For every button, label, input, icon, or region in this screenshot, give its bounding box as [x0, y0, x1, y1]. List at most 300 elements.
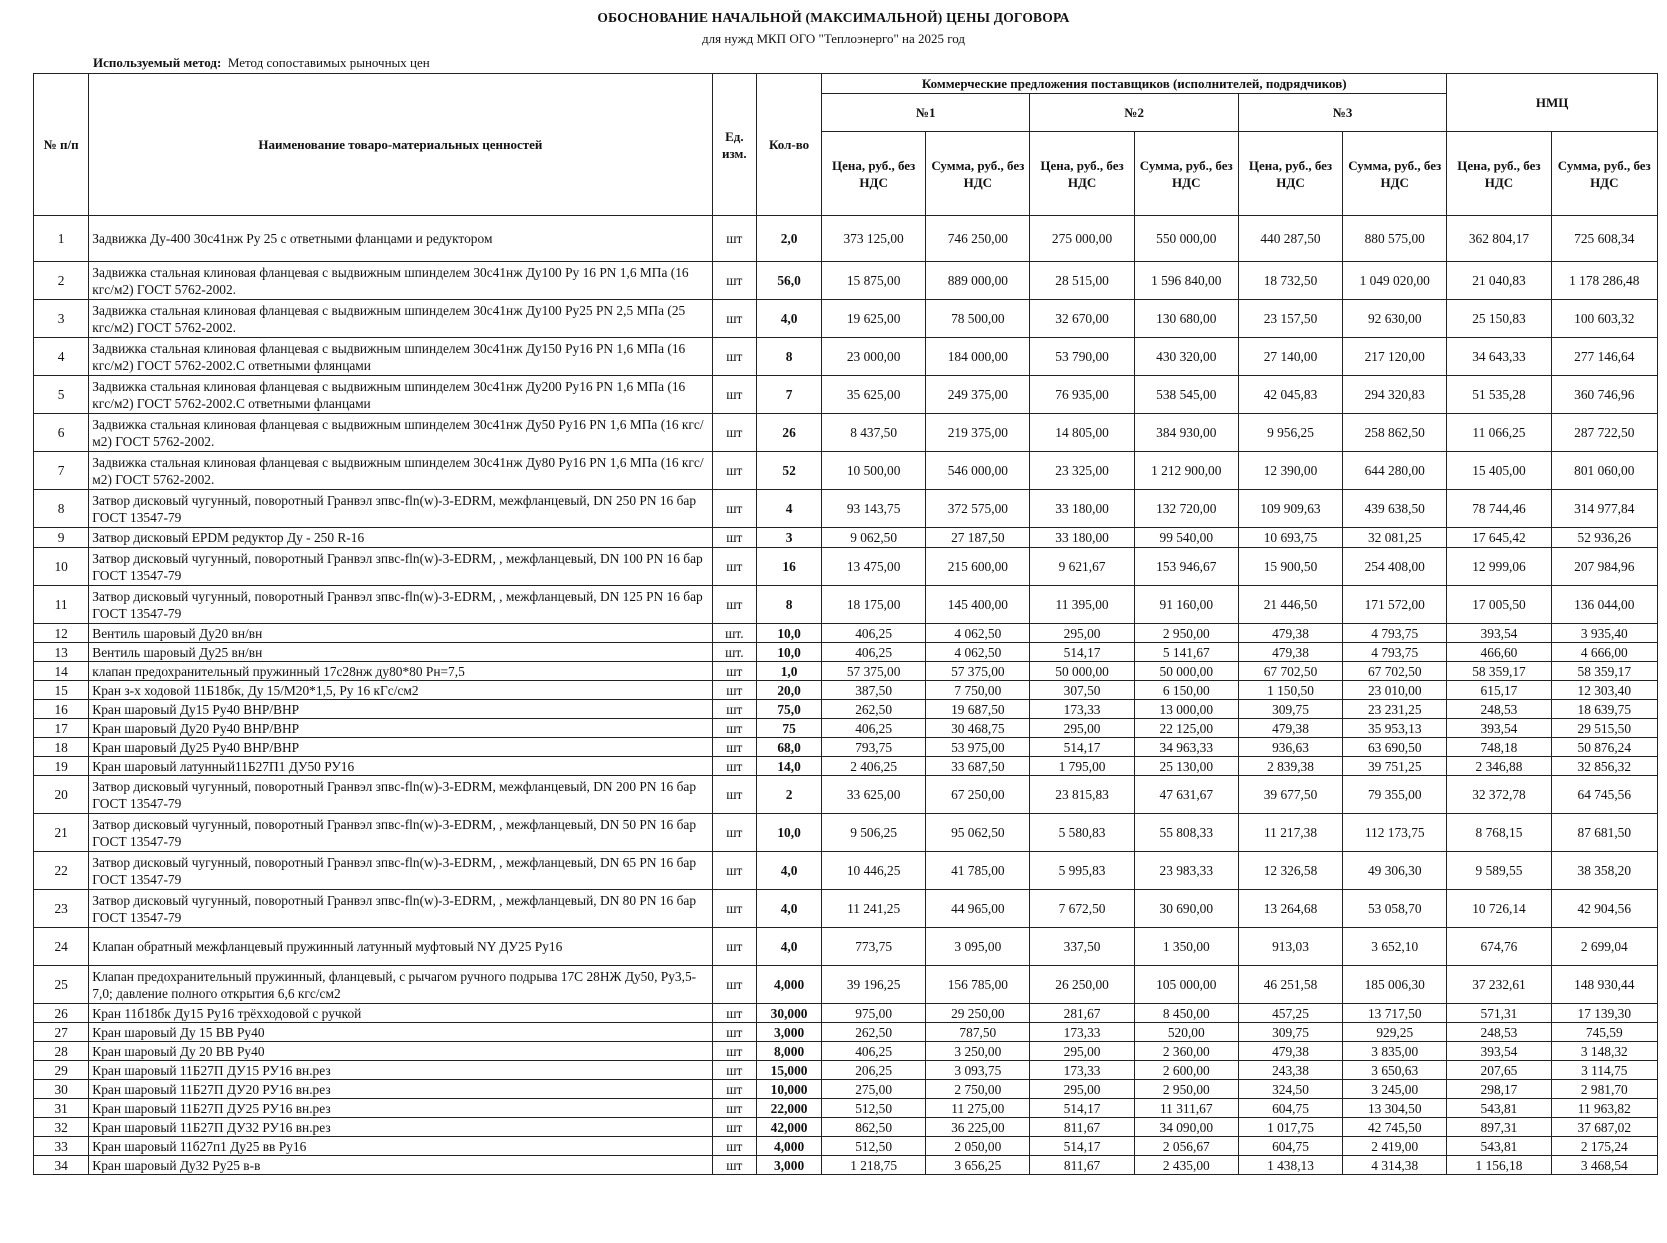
item-name: Кран шаровый Ду25 Ру40 ВНР/ВНР [89, 738, 712, 757]
nmc-sum: 207 984,96 [1551, 548, 1657, 586]
supplier-2-price: 337,50 [1030, 928, 1134, 966]
supplier-1-sum: 36 225,00 [926, 1118, 1030, 1137]
row-number: 23 [34, 890, 89, 928]
table-row [34, 262, 1658, 300]
nmc-price: 393,54 [1447, 1042, 1551, 1061]
table-row [34, 1118, 1658, 1137]
supplier-2-price: 53 790,00 [1030, 338, 1134, 376]
supplier-2-sum: 2 600,00 [1134, 1061, 1238, 1080]
supplier-2-price: 173,33 [1030, 700, 1134, 719]
supplier-2-price: 173,33 [1030, 1023, 1134, 1042]
supplier-3-sum: 32 081,25 [1343, 528, 1447, 548]
supplier-3-sum: 929,25 [1343, 1023, 1447, 1042]
supplier-2-price: 76 935,00 [1030, 376, 1134, 414]
item-quantity: 4,0 [757, 300, 822, 338]
table-row [34, 757, 1658, 776]
item-quantity: 3 [757, 528, 822, 548]
supplier-2-price: 281,67 [1030, 1004, 1134, 1023]
supplier-1-price: 406,25 [822, 624, 926, 643]
supplier-1-sum: 53 975,00 [926, 738, 1030, 757]
supplier-1-price: 862,50 [822, 1118, 926, 1137]
item-name: клапан предохранительный пружинный 17с28нж ду80*80 Рн=7,5 [89, 662, 712, 681]
supplier-2-sum: 1 350,00 [1134, 928, 1238, 966]
row-number: 18 [34, 738, 89, 757]
table-row [34, 586, 1658, 624]
supplier-1-price: 93 143,75 [822, 490, 926, 528]
item-name: Кран шаровый 11Б27П ДУ15 РУ16 вн.рез [89, 1061, 712, 1080]
table-row [34, 643, 1658, 662]
nmc-price: 207,65 [1447, 1061, 1551, 1080]
row-number: 12 [34, 624, 89, 643]
item-unit: шт [712, 700, 757, 719]
table-row [34, 776, 1658, 814]
supplier-2-sum: 2 950,00 [1134, 624, 1238, 643]
nmc-price: 21 040,83 [1447, 262, 1551, 300]
supplier-1-sum: 145 400,00 [926, 586, 1030, 624]
supplier-3-price: 2 839,38 [1238, 757, 1342, 776]
price-table [33, 73, 1658, 1175]
table-row [34, 719, 1658, 738]
table-row [34, 1099, 1658, 1118]
table-row [34, 1023, 1658, 1042]
supplier-2-sum: 538 545,00 [1134, 376, 1238, 414]
supplier-2-sum: 2 360,00 [1134, 1042, 1238, 1061]
item-unit: шт [712, 1099, 757, 1118]
item-unit: шт [712, 452, 757, 490]
row-number: 19 [34, 757, 89, 776]
supplier-2-price: 275 000,00 [1030, 216, 1134, 262]
item-quantity: 4,0 [757, 928, 822, 966]
supplier-3-sum: 49 306,30 [1343, 852, 1447, 890]
supplier-2-sum: 34 963,33 [1134, 738, 1238, 757]
table-row [34, 490, 1658, 528]
supplier-1-price: 975,00 [822, 1004, 926, 1023]
supplier-1-price: 23 000,00 [822, 338, 926, 376]
supplier-1-price: 10 446,25 [822, 852, 926, 890]
supplier-1-price: 1 218,75 [822, 1156, 926, 1175]
nmc-sum: 3 935,40 [1551, 624, 1657, 643]
supplier-2-sum: 550 000,00 [1134, 216, 1238, 262]
supplier-3-price: 479,38 [1238, 719, 1342, 738]
item-unit: шт [712, 1042, 757, 1061]
supplier-3-price: 457,25 [1238, 1004, 1342, 1023]
supplier-1-sum: 2 750,00 [926, 1080, 1030, 1099]
item-unit: шт [712, 966, 757, 1004]
supplier-3-sum: 13 304,50 [1343, 1099, 1447, 1118]
table-row [34, 300, 1658, 338]
nmc-sum: 87 681,50 [1551, 814, 1657, 852]
supplier-2-price: 295,00 [1030, 1080, 1134, 1099]
item-unit: шт [712, 490, 757, 528]
header-num: № п/п [34, 74, 89, 216]
item-name: Затвор дисковый чугунный, поворотный Гранвэл зпвс-fln(w)-3-EDRM, межфланцевый, DN 250 PN 16 бар ГОСТ 13547-79 [89, 490, 712, 528]
supplier-3-sum: 3 835,00 [1343, 1042, 1447, 1061]
nmc-price: 615,17 [1447, 681, 1551, 700]
supplier-2-price: 28 515,00 [1030, 262, 1134, 300]
nmc-price: 248,53 [1447, 1023, 1551, 1042]
table-row [34, 814, 1658, 852]
nmc-price: 897,31 [1447, 1118, 1551, 1137]
supplier-1-price: 262,50 [822, 1023, 926, 1042]
supplier-1-price: 13 475,00 [822, 548, 926, 586]
supplier-3-sum: 294 320,83 [1343, 376, 1447, 414]
supplier-3-price: 479,38 [1238, 624, 1342, 643]
supplier-2-sum: 105 000,00 [1134, 966, 1238, 1004]
supplier-2-price: 26 250,00 [1030, 966, 1134, 1004]
supplier-3-price: 604,75 [1238, 1137, 1342, 1156]
supplier-3-price: 479,38 [1238, 643, 1342, 662]
row-number: 31 [34, 1099, 89, 1118]
supplier-3-price: 913,03 [1238, 928, 1342, 966]
nmc-sum: 2 699,04 [1551, 928, 1657, 966]
supplier-2-sum: 430 320,00 [1134, 338, 1238, 376]
supplier-3-price: 27 140,00 [1238, 338, 1342, 376]
nmc-price: 466,60 [1447, 643, 1551, 662]
row-number: 6 [34, 414, 89, 452]
nmc-price: 37 232,61 [1447, 966, 1551, 1004]
nmc-price: 1 156,18 [1447, 1156, 1551, 1175]
supplier-2-price: 514,17 [1030, 738, 1134, 757]
supplier-1-sum: 2 050,00 [926, 1137, 1030, 1156]
item-quantity: 7 [757, 376, 822, 414]
nmc-sum: 287 722,50 [1551, 414, 1657, 452]
supplier-3-sum: 4 793,75 [1343, 624, 1447, 643]
item-quantity: 4 [757, 490, 822, 528]
item-quantity: 14,0 [757, 757, 822, 776]
header-qty: Кол-во [757, 74, 822, 216]
item-name: Кран шаровый Ду32 Ру25 в-в [89, 1156, 712, 1175]
supplier-3-price: 21 446,50 [1238, 586, 1342, 624]
item-unit: шт [712, 1061, 757, 1080]
supplier-3-price: 12 326,58 [1238, 852, 1342, 890]
item-name: Вентиль шаровый Ду20 вн/вн [89, 624, 712, 643]
supplier-2-sum: 153 946,67 [1134, 548, 1238, 586]
item-quantity: 56,0 [757, 262, 822, 300]
item-name: Задвижка стальная клиновая фланцевая с выдвижным шпинделем 30с41нж Ду200 Ру16 PN 1,6 МПа (16 кгс/м2) ГОСТ 5762-2002.С ответными фланцами [89, 376, 712, 414]
nmc-price: 9 589,55 [1447, 852, 1551, 890]
supplier-1-sum: 29 250,00 [926, 1004, 1030, 1023]
item-unit: шт [712, 1137, 757, 1156]
item-quantity: 4,000 [757, 1137, 822, 1156]
supplier-1-sum: 78 500,00 [926, 300, 1030, 338]
supplier-2-price: 514,17 [1030, 643, 1134, 662]
supplier-3-sum: 4 793,75 [1343, 643, 1447, 662]
nmc-sum: 50 876,24 [1551, 738, 1657, 757]
item-quantity: 10,0 [757, 624, 822, 643]
table-row [34, 338, 1658, 376]
nmc-price: 15 405,00 [1447, 452, 1551, 490]
document-title: ОБОСНОВАНИЕ НАЧАЛЬНОЙ (МАКСИМАЛЬНОЙ) ЦЕНЫ ДОГОВОРА [597, 10, 1070, 25]
table-row [34, 890, 1658, 928]
supplier-2-sum: 2 950,00 [1134, 1080, 1238, 1099]
supplier-2-sum: 130 680,00 [1134, 300, 1238, 338]
item-quantity: 2,0 [757, 216, 822, 262]
nmc-price: 10 726,14 [1447, 890, 1551, 928]
item-quantity: 68,0 [757, 738, 822, 757]
nmc-price: 543,81 [1447, 1137, 1551, 1156]
nmc-sum: 3 114,75 [1551, 1061, 1657, 1080]
nmc-price: 248,53 [1447, 700, 1551, 719]
item-unit: шт [712, 776, 757, 814]
item-quantity: 8 [757, 586, 822, 624]
header-price: Цена, руб., без НДС [1030, 132, 1134, 216]
nmc-sum: 29 515,50 [1551, 719, 1657, 738]
header-supplier-3: №3 [1238, 94, 1446, 132]
item-unit: шт [712, 1080, 757, 1099]
supplier-1-sum: 33 687,50 [926, 757, 1030, 776]
supplier-1-price: 512,50 [822, 1099, 926, 1118]
supplier-2-sum: 11 311,67 [1134, 1099, 1238, 1118]
supplier-3-price: 13 264,68 [1238, 890, 1342, 928]
nmc-price: 32 372,78 [1447, 776, 1551, 814]
item-quantity: 30,000 [757, 1004, 822, 1023]
supplier-1-price: 35 625,00 [822, 376, 926, 414]
supplier-2-sum: 1 212 900,00 [1134, 452, 1238, 490]
supplier-1-sum: 7 750,00 [926, 681, 1030, 700]
item-name: Кран шаровый латунный11Б27П1 ДУ50 РУ16 [89, 757, 712, 776]
item-name: Кран шаровый Ду 15 ВВ Ру40 [89, 1023, 712, 1042]
item-quantity: 4,000 [757, 966, 822, 1004]
item-unit: шт [712, 1004, 757, 1023]
item-unit: шт. [712, 624, 757, 643]
item-quantity: 20,0 [757, 681, 822, 700]
table-body [34, 216, 1658, 1175]
item-unit: шт [712, 1118, 757, 1137]
row-number: 16 [34, 700, 89, 719]
nmc-price: 674,76 [1447, 928, 1551, 966]
row-number: 15 [34, 681, 89, 700]
nmc-sum: 37 687,02 [1551, 1118, 1657, 1137]
nmc-sum: 314 977,84 [1551, 490, 1657, 528]
table-row [34, 548, 1658, 586]
item-quantity: 8 [757, 338, 822, 376]
item-quantity: 2 [757, 776, 822, 814]
nmc-price: 12 999,06 [1447, 548, 1551, 586]
header-nmc: НМЦ [1447, 74, 1658, 132]
nmc-sum: 360 746,96 [1551, 376, 1657, 414]
supplier-2-sum: 2 056,67 [1134, 1137, 1238, 1156]
nmc-price: 51 535,28 [1447, 376, 1551, 414]
supplier-3-price: 10 693,75 [1238, 528, 1342, 548]
item-name: Затвор дисковый чугунный, поворотный Гранвэл зпвс-fln(w)-3-EDRM, , межфланцевый, DN 125 PN 16 бар ГОСТ 13547-79 [89, 586, 712, 624]
supplier-1-sum: 41 785,00 [926, 852, 1030, 890]
supplier-1-price: 406,25 [822, 719, 926, 738]
item-unit: шт [712, 528, 757, 548]
item-name: Затвор дисковый чугунный, поворотный Гранвэл зпвс-fln(w)-3-EDRM, , межфланцевый, DN 65 PN 16 бар ГОСТ 13547-79 [89, 852, 712, 890]
item-unit: шт [712, 662, 757, 681]
method-label: Используемый метод: [93, 55, 222, 70]
item-unit: шт [712, 814, 757, 852]
item-name: Затвор дисковый чугунный, поворотный Гранвэл зпвс-fln(w)-3-EDRM, , межфланцевый, DN 80 PN 16 бар ГОСТ 13547-79 [89, 890, 712, 928]
table-row [34, 414, 1658, 452]
nmc-price: 2 346,88 [1447, 757, 1551, 776]
item-name: Кран шаровый 11б27п1 Ду25 вв Ру16 [89, 1137, 712, 1156]
table-row [34, 852, 1658, 890]
supplier-1-price: 406,25 [822, 1042, 926, 1061]
nmc-price: 543,81 [1447, 1099, 1551, 1118]
table-row [34, 662, 1658, 681]
supplier-3-price: 67 702,50 [1238, 662, 1342, 681]
supplier-1-price: 39 196,25 [822, 966, 926, 1004]
nmc-sum: 745,59 [1551, 1023, 1657, 1042]
nmc-price: 11 066,25 [1447, 414, 1551, 452]
supplier-1-price: 33 625,00 [822, 776, 926, 814]
item-name: Вентиль шаровый Ду25 вн/вн [89, 643, 712, 662]
item-name: Затвор дисковый чугунный, поворотный Гранвэл зпвс-fln(w)-3-EDRM, , межфланцевый, DN 50 PN 16 бар ГОСТ 13547-79 [89, 814, 712, 852]
table-row [34, 1004, 1658, 1023]
supplier-1-price: 406,25 [822, 643, 926, 662]
table-row [34, 928, 1658, 966]
item-name: Кран 11б18бк Ду15 Ру16 трёхходовой с ручкой [89, 1004, 712, 1023]
table-row [34, 700, 1658, 719]
supplier-1-sum: 4 062,50 [926, 643, 1030, 662]
supplier-3-price: 23 157,50 [1238, 300, 1342, 338]
supplier-1-price: 8 437,50 [822, 414, 926, 452]
item-name: Затвор дисковый EPDM редуктор Ду - 250 R-16 [89, 528, 712, 548]
item-quantity: 1,0 [757, 662, 822, 681]
supplier-3-price: 309,75 [1238, 1023, 1342, 1042]
supplier-3-price: 39 677,50 [1238, 776, 1342, 814]
table-row [34, 624, 1658, 643]
supplier-3-price: 604,75 [1238, 1099, 1342, 1118]
supplier-3-price: 1 438,13 [1238, 1156, 1342, 1175]
supplier-2-price: 50 000,00 [1030, 662, 1134, 681]
supplier-2-sum: 22 125,00 [1134, 719, 1238, 738]
supplier-2-price: 307,50 [1030, 681, 1134, 700]
item-name: Клапан обратный межфланцевый пружинный латунный муфтовый NY ДУ25 Ру16 [89, 928, 712, 966]
item-unit: шт. [712, 643, 757, 662]
nmc-price: 8 768,15 [1447, 814, 1551, 852]
table-row [34, 452, 1658, 490]
nmc-price: 393,54 [1447, 719, 1551, 738]
nmc-price: 393,54 [1447, 624, 1551, 643]
supplier-2-price: 32 670,00 [1030, 300, 1134, 338]
row-number: 21 [34, 814, 89, 852]
item-unit: шт [712, 338, 757, 376]
supplier-2-price: 811,67 [1030, 1118, 1134, 1137]
supplier-3-sum: 171 572,00 [1343, 586, 1447, 624]
item-quantity: 15,000 [757, 1061, 822, 1080]
row-number: 27 [34, 1023, 89, 1042]
supplier-3-sum: 258 862,50 [1343, 414, 1447, 452]
supplier-2-price: 33 180,00 [1030, 490, 1134, 528]
nmc-price: 34 643,33 [1447, 338, 1551, 376]
nmc-price: 58 359,17 [1447, 662, 1551, 681]
item-name: Кран шаровый Ду20 Ру40 ВНР/ВНР [89, 719, 712, 738]
header-sum: Сумма, руб., без НДС [926, 132, 1030, 216]
table-row [34, 216, 1658, 262]
item-name: Кран з-х ходовой 11Б18бк, Ду 15/М20*1,5, Ру 16 кГс/см2 [89, 681, 712, 700]
item-name: Затвор дисковый чугунный, поворотный Гранвэл зпвс-fln(w)-3-EDRM, , межфланцевый, DN 100 PN 16 бар ГОСТ 13547-79 [89, 548, 712, 586]
supplier-1-price: 373 125,00 [822, 216, 926, 262]
nmc-sum: 277 146,64 [1551, 338, 1657, 376]
item-unit: шт [712, 548, 757, 586]
nmc-sum: 4 666,00 [1551, 643, 1657, 662]
item-quantity: 42,000 [757, 1118, 822, 1137]
supplier-1-sum: 546 000,00 [926, 452, 1030, 490]
supplier-1-price: 2 406,25 [822, 757, 926, 776]
item-unit: шт [712, 414, 757, 452]
header-name: Наименование товаро-материальных ценностей [89, 74, 712, 216]
supplier-2-price: 9 621,67 [1030, 548, 1134, 586]
supplier-1-sum: 787,50 [926, 1023, 1030, 1042]
supplier-1-price: 793,75 [822, 738, 926, 757]
supplier-3-price: 1 017,75 [1238, 1118, 1342, 1137]
item-quantity: 8,000 [757, 1042, 822, 1061]
item-unit: шт [712, 852, 757, 890]
supplier-2-sum: 2 435,00 [1134, 1156, 1238, 1175]
item-name: Задвижка стальная клиновая фланцевая с выдвижным шпинделем 30с41нж Ду100 Ру 16 PN 1,6 МПа (16 кгс/м2) ГОСТ 5762-2002. [89, 262, 712, 300]
supplier-2-price: 5 580,83 [1030, 814, 1134, 852]
item-unit: шт [712, 719, 757, 738]
supplier-1-sum: 11 275,00 [926, 1099, 1030, 1118]
row-number: 30 [34, 1080, 89, 1099]
supplier-2-price: 514,17 [1030, 1137, 1134, 1156]
supplier-2-sum: 132 720,00 [1134, 490, 1238, 528]
supplier-1-sum: 19 687,50 [926, 700, 1030, 719]
supplier-3-sum: 13 717,50 [1343, 1004, 1447, 1023]
supplier-1-price: 773,75 [822, 928, 926, 966]
table-row [34, 966, 1658, 1004]
table-row [34, 1137, 1658, 1156]
nmc-price: 25 150,83 [1447, 300, 1551, 338]
nmc-sum: 3 468,54 [1551, 1156, 1657, 1175]
row-number: 5 [34, 376, 89, 414]
nmc-price: 571,31 [1447, 1004, 1551, 1023]
supplier-1-sum: 3 656,25 [926, 1156, 1030, 1175]
supplier-2-price: 514,17 [1030, 1099, 1134, 1118]
supplier-3-price: 479,38 [1238, 1042, 1342, 1061]
row-number: 28 [34, 1042, 89, 1061]
supplier-3-price: 46 251,58 [1238, 966, 1342, 1004]
supplier-1-price: 512,50 [822, 1137, 926, 1156]
supplier-3-price: 309,75 [1238, 700, 1342, 719]
supplier-2-sum: 99 540,00 [1134, 528, 1238, 548]
supplier-1-price: 9 062,50 [822, 528, 926, 548]
item-quantity: 26 [757, 414, 822, 452]
item-quantity: 10,0 [757, 814, 822, 852]
supplier-1-sum: 3 250,00 [926, 1042, 1030, 1061]
supplier-2-sum: 55 808,33 [1134, 814, 1238, 852]
supplier-1-sum: 249 375,00 [926, 376, 1030, 414]
row-number: 13 [34, 643, 89, 662]
supplier-3-sum: 35 953,13 [1343, 719, 1447, 738]
supplier-3-sum: 3 652,10 [1343, 928, 1447, 966]
supplier-2-price: 5 995,83 [1030, 852, 1134, 890]
nmc-sum: 1 178 286,48 [1551, 262, 1657, 300]
header-supplier-1: №1 [822, 94, 1030, 132]
supplier-2-sum: 5 141,67 [1134, 643, 1238, 662]
document-subtitle: для нужд МКП ОГО "Теплоэнерго" на 2025 год [701, 31, 966, 46]
supplier-3-sum: 23 231,25 [1343, 700, 1447, 719]
supplier-3-sum: 67 702,50 [1343, 662, 1447, 681]
supplier-3-sum: 42 745,50 [1343, 1118, 1447, 1137]
supplier-3-sum: 4 314,38 [1343, 1156, 1447, 1175]
supplier-1-price: 19 625,00 [822, 300, 926, 338]
item-name: Задвижка Ду-400 30с41нж Ру 25 с ответными фланцами и редуктором [89, 216, 712, 262]
row-number: 22 [34, 852, 89, 890]
row-number: 11 [34, 586, 89, 624]
nmc-sum: 17 139,30 [1551, 1004, 1657, 1023]
table-row [34, 1156, 1658, 1175]
table-row [34, 738, 1658, 757]
item-quantity: 52 [757, 452, 822, 490]
supplier-3-price: 440 287,50 [1238, 216, 1342, 262]
item-unit: шт [712, 928, 757, 966]
item-name: Задвижка стальная клиновая фланцевая с выдвижным шпинделем 30с41нж Ду150 Ру16 PN 1,6 МПа (16 кгс/м2) ГОСТ 5762-2002.С ответными флянцами [89, 338, 712, 376]
row-number: 32 [34, 1118, 89, 1137]
item-quantity: 4,0 [757, 852, 822, 890]
